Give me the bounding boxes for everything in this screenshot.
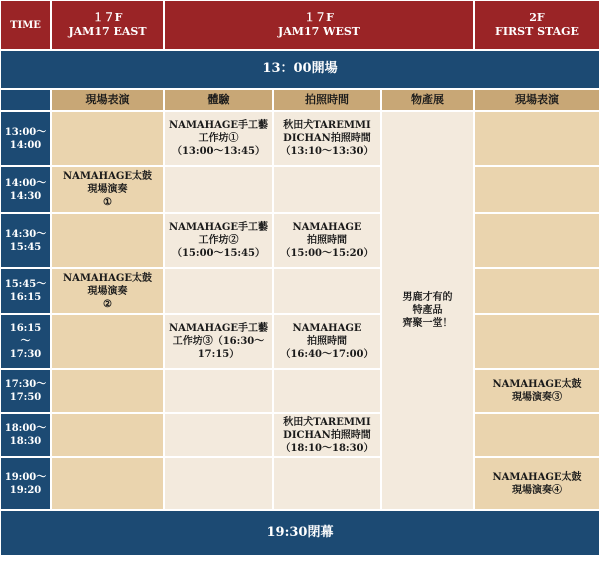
slot-empty — [51, 457, 164, 510]
event-workshop-1: NAMAHAGE手工藝 工作坊① （13:00～13:45） — [164, 111, 273, 166]
slot-empty — [51, 213, 164, 268]
category-products: 物產展 — [381, 89, 474, 111]
time-slot: 15:45～ 16:15 — [0, 268, 51, 314]
event-photo-1: 秋田犬TAREMMI DICHAN拍照時間 （13:10～13:30） — [273, 111, 381, 166]
event-taiko-3: NAMAHAGE太鼓 現場演奏③ — [474, 369, 600, 413]
slot-empty — [164, 457, 273, 510]
event-taiko-2: NAMAHAGE太鼓 現場演奏 ② — [51, 268, 164, 314]
slot-empty — [164, 166, 273, 213]
event-taiko-4: NAMAHAGE太鼓 現場演奏④ — [474, 457, 600, 510]
category-photo: 拍照時間 — [273, 89, 381, 111]
slot-empty — [474, 413, 600, 457]
slot-empty — [474, 314, 600, 369]
closing-banner: 19:30閉幕 — [0, 510, 600, 556]
venue-header-east: １７F JAM17 EAST — [51, 0, 164, 50]
event-workshop-3: NAMAHAGE手工藝 工作坊③（16:30～ 17:15） — [164, 314, 273, 369]
event-products: 男鹿才有的 特產品 齊聚一堂！ — [381, 111, 474, 510]
slot-empty — [474, 166, 600, 213]
event-workshop-2: NAMAHAGE手工藝 工作坊② （15:00～15:45） — [164, 213, 273, 268]
time-slot: 13:00～ 14:00 — [0, 111, 51, 166]
event-taiko-1: NAMAHAGE太鼓 現場演奏 ① — [51, 166, 164, 213]
slot-empty — [273, 369, 381, 413]
slot-empty — [51, 314, 164, 369]
slot-empty — [273, 457, 381, 510]
slot-empty — [474, 213, 600, 268]
opening-banner: 13：00開場 — [0, 50, 600, 89]
slot-empty — [273, 166, 381, 213]
category-experience: 體驗 — [164, 89, 273, 111]
slot-empty — [474, 268, 600, 314]
category-live-stage: 現場表演 — [474, 89, 600, 111]
time-slot: 18:00～ 18:30 — [0, 413, 51, 457]
category-blank — [0, 89, 51, 111]
time-slot: 14:30～ 15:45 — [0, 213, 51, 268]
venue-header-west: １７F JAM17 WEST — [164, 0, 474, 50]
slot-empty — [474, 111, 600, 166]
slot-empty — [164, 369, 273, 413]
time-slot: 14:00～ 14:30 — [0, 166, 51, 213]
event-photo-3: NAMAHAGE 拍照時間 （16:40～17:00） — [273, 314, 381, 369]
time-slot: 19:00～ 19:20 — [0, 457, 51, 510]
slot-empty — [51, 111, 164, 166]
event-photo-2: NAMAHAGE 拍照時間 （15:00～15:20） — [273, 213, 381, 268]
slot-empty — [51, 413, 164, 457]
time-header: TIME — [0, 0, 51, 50]
slot-empty — [164, 268, 273, 314]
venue-header-stage: 2F FIRST STAGE — [474, 0, 600, 50]
slot-empty — [164, 413, 273, 457]
slot-empty — [51, 369, 164, 413]
time-slot: 17:30～ 17:50 — [0, 369, 51, 413]
slot-empty — [273, 268, 381, 314]
category-live-east: 現場表演 — [51, 89, 164, 111]
event-photo-4: 秋田犬TAREMMI DICHAN拍照時間 （18:10～18:30） — [273, 413, 381, 457]
time-slot: 16:15 ～ 17:30 — [0, 314, 51, 369]
